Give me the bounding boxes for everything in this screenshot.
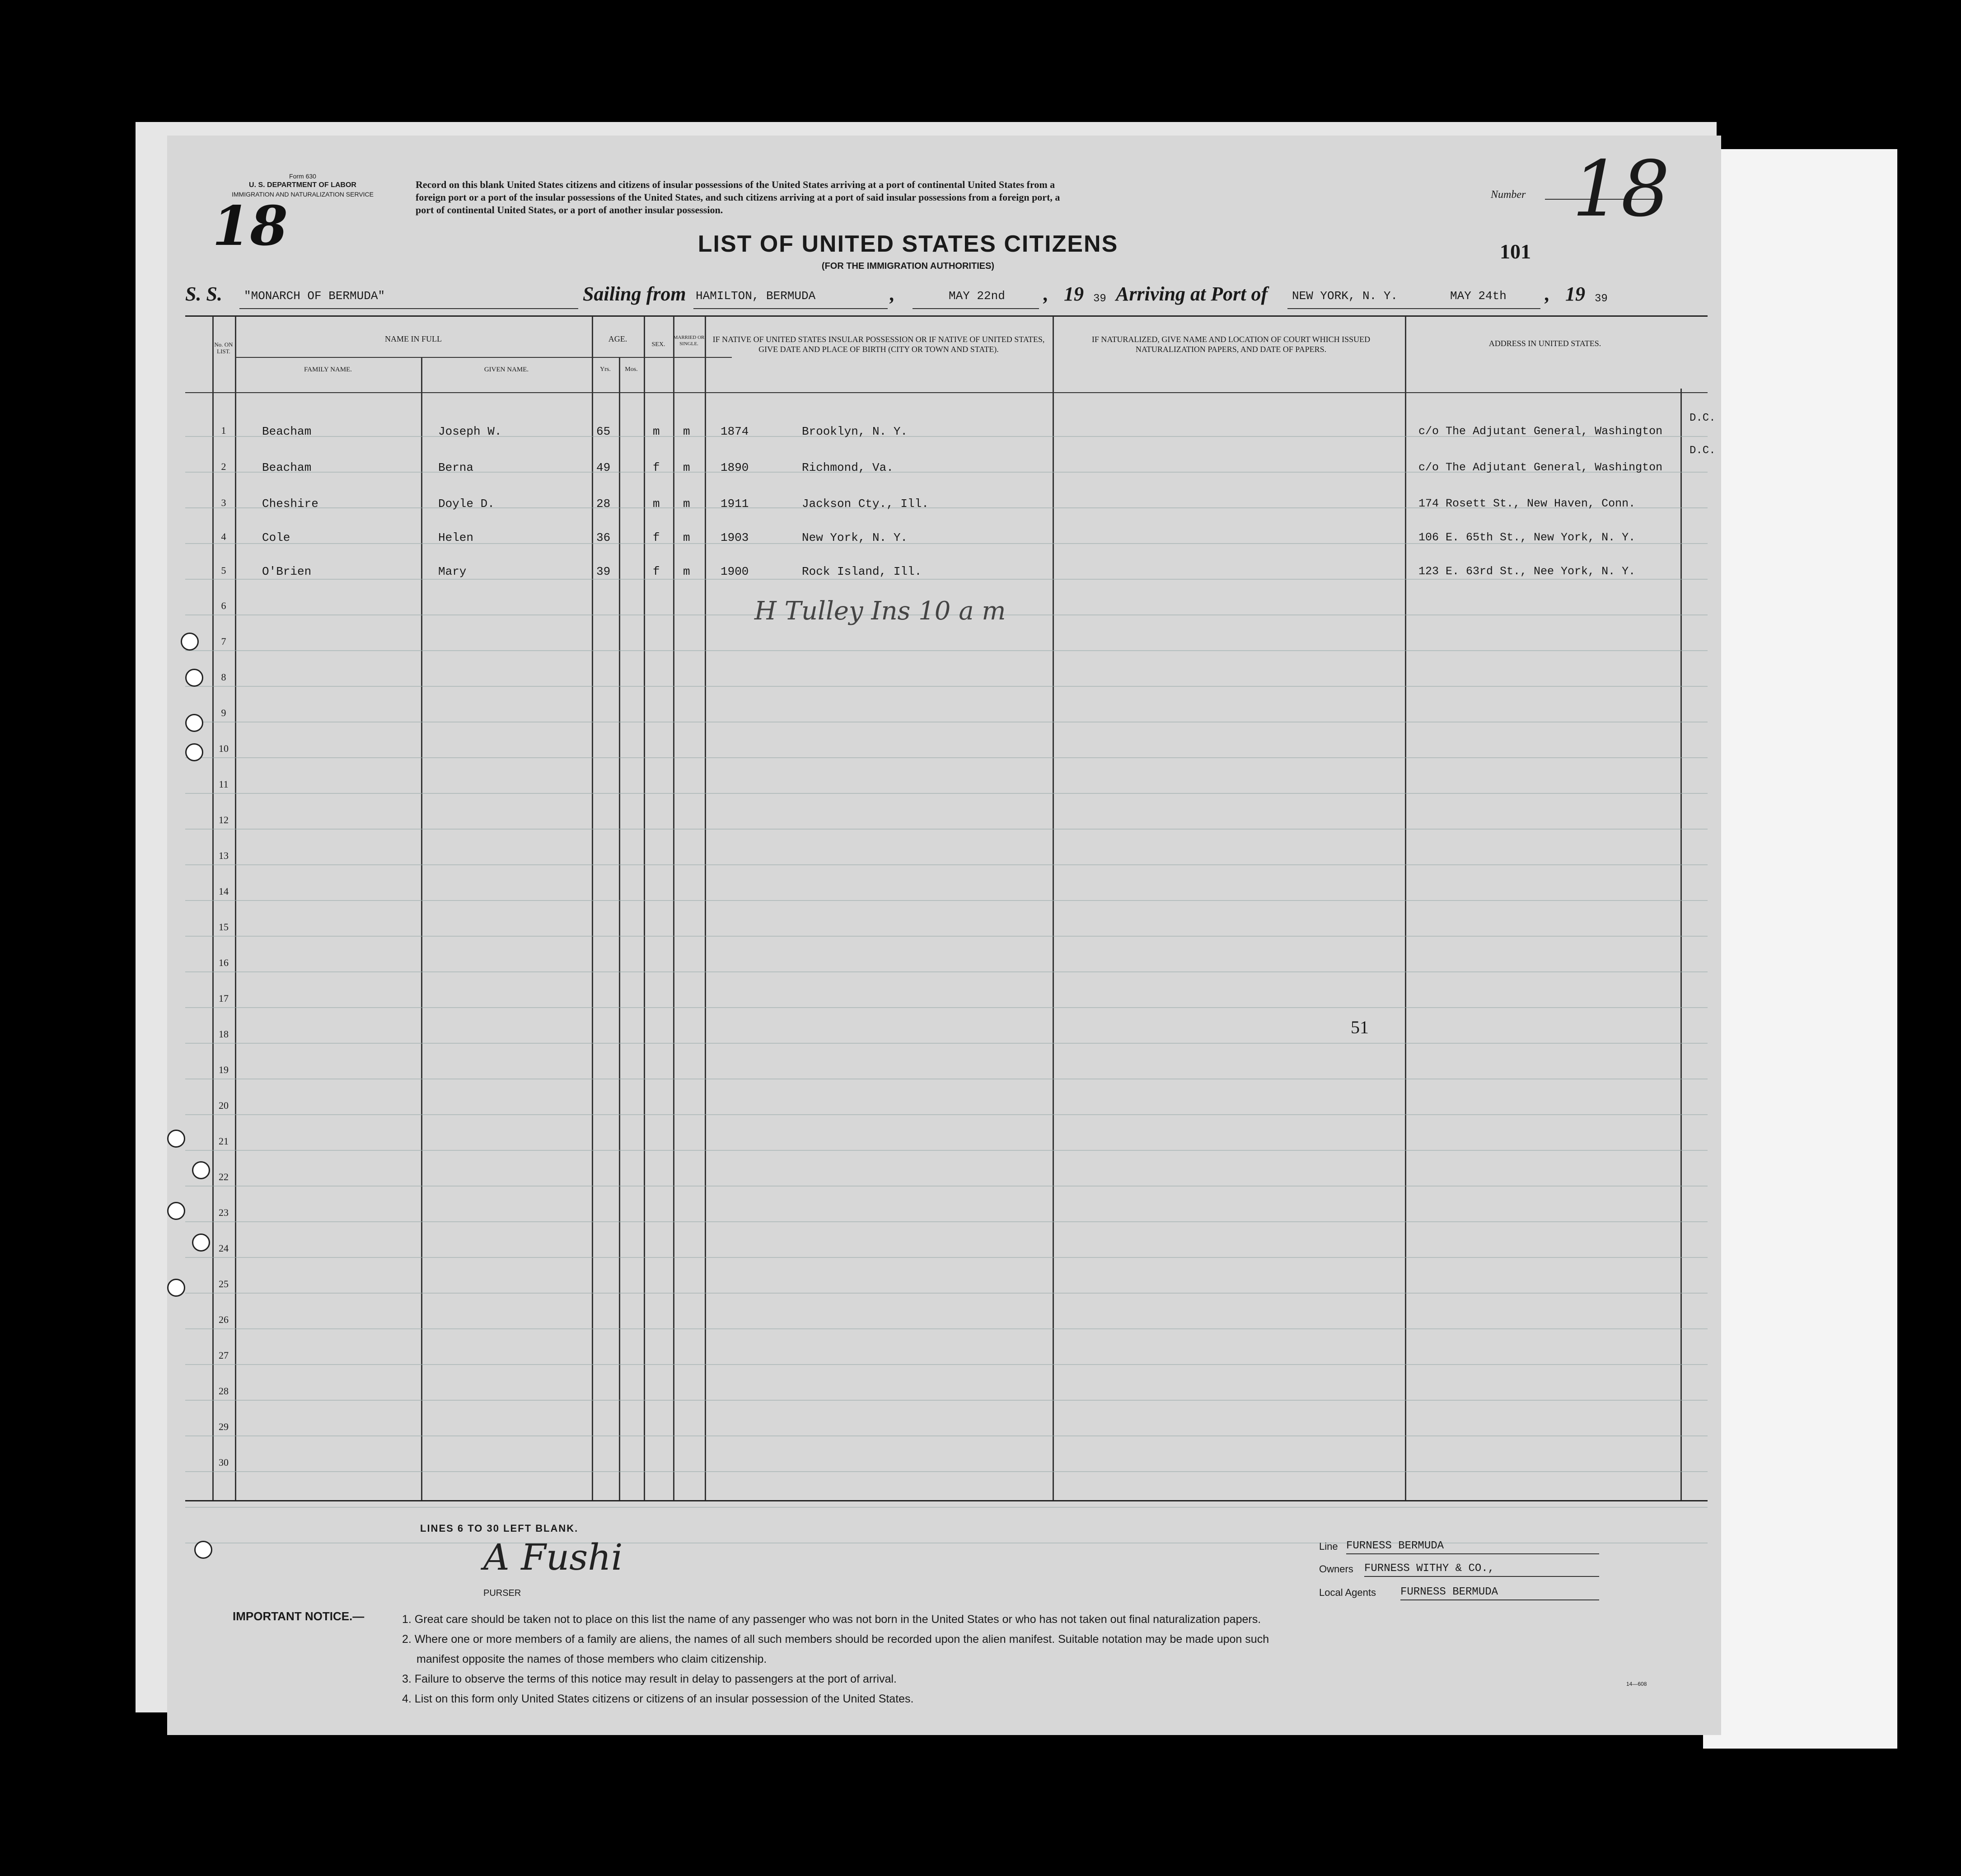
arriving-date: MAY 24th: [1450, 289, 1507, 303]
row-number: 16: [219, 957, 229, 968]
ruled-line: [185, 1328, 1708, 1329]
instruction-line: Record on this blank United States citizens and citizens of insular possessions of the United States arriving at a port of continental United States from a: [416, 179, 1055, 190]
col-divider: [673, 316, 674, 1500]
ruled-line: [185, 650, 1708, 651]
binder-hole: [185, 743, 203, 761]
given-name: Mary: [438, 565, 467, 578]
sex: m: [653, 425, 660, 438]
ruled-line: [185, 1221, 1708, 1222]
ship-name: "MONARCH OF BERMUDA": [244, 289, 385, 303]
binder-hole: [185, 669, 203, 687]
right-sheet-edge: [1703, 149, 1897, 1749]
row-number: 26: [219, 1314, 229, 1325]
ship-underline: [239, 308, 578, 309]
ruled-line: [185, 1257, 1708, 1258]
arriving-year-prefix: 19: [1565, 283, 1585, 305]
ruled-line: [185, 686, 1708, 687]
col-header-married: MARRIED OR SINGLE.: [673, 335, 705, 347]
row-number: 29: [219, 1421, 229, 1432]
agents-label: Local Agents: [1319, 1587, 1376, 1598]
form-title: LIST OF UNITED STATES CITIZENS: [697, 231, 1119, 257]
ss-label: S. S.: [185, 283, 222, 305]
marital-status: m: [683, 425, 690, 438]
line-value: FURNESS BERMUDA: [1346, 1540, 1444, 1552]
ruled-line: [185, 936, 1708, 937]
given-name: Doyle D.: [438, 497, 495, 511]
ruled-line: [185, 793, 1708, 794]
ruled-line: [185, 1150, 1708, 1151]
row-number: 4: [221, 531, 226, 542]
ruled-line: [185, 579, 1708, 580]
ruled-line: [185, 864, 1708, 865]
agents-value: FURNESS BERMUDA: [1400, 1586, 1498, 1598]
family-name: O'Brien: [262, 565, 312, 578]
arriving-port: NEW YORK, N. Y.: [1292, 289, 1398, 303]
family-name: Beacham: [262, 461, 312, 474]
birth-year: 1911: [721, 497, 749, 511]
row-number: 13: [219, 850, 229, 861]
table-bottom-rule: [185, 1500, 1708, 1501]
number-label: Number: [1491, 189, 1526, 201]
row-number: 5: [221, 565, 226, 576]
sex: f: [653, 461, 660, 474]
notice-label: IMPORTANT NOTICE.—: [233, 1609, 365, 1623]
arriving-underline: [1287, 308, 1540, 309]
arriving-label: Arriving at Port of: [1116, 283, 1268, 305]
instruction-line: port of continental United States, or a port of another insular possession.: [416, 204, 723, 216]
family-name: Beacham: [262, 425, 312, 438]
birth-place: New York, N. Y.: [802, 531, 908, 544]
age-years: 39: [596, 565, 611, 578]
age-years: 36: [596, 531, 611, 544]
row-number: 8: [221, 671, 226, 683]
col-header-no: No. ON LIST.: [214, 341, 233, 355]
col-header-mos: Mos.: [625, 366, 638, 373]
form-number: Form 630: [289, 173, 316, 180]
address: 174 Rosett St., New Haven, Conn.: [1418, 497, 1636, 510]
sex: f: [653, 565, 660, 578]
marital-status: m: [683, 565, 690, 578]
given-name: Berna: [438, 461, 474, 474]
department-name: U. S. DEPARTMENT OF LABOR: [249, 181, 356, 189]
sailing-underline: [693, 308, 888, 309]
sex: f: [653, 531, 660, 544]
binder-hole: [192, 1161, 210, 1179]
ruled-line: [185, 900, 1708, 901]
birth-place: Jackson Cty., Ill.: [802, 497, 929, 511]
voyage-line: S. S. "MONARCH OF BERMUDA" Sailing from HAMILTON, BERMUDA , MAY 22nd , 19 39 Arriving at Port of NEW YORK, N. Y. MAY 24th , 19 39: [185, 280, 1694, 312]
form-subtitle: (FOR THE IMMIGRATION AUTHORITIES): [821, 261, 995, 271]
age-years: 49: [596, 461, 611, 474]
col-header-naturalized: IF NATURALIZED, GIVE NAME AND LOCATION OF COURT WHICH ISSUED NATURALIZATION PAPERS, AND DATE OF PAPERS.: [1091, 335, 1371, 354]
sailing-label: Sailing from: [583, 283, 686, 305]
row-number: 28: [219, 1385, 229, 1397]
print-code: 14—608: [1626, 1681, 1647, 1687]
col-header-address: ADDRESS IN UNITED STATES.: [1488, 339, 1601, 348]
binder-hole: [167, 1279, 185, 1297]
col-divider: [705, 316, 706, 1500]
row-number: 14: [219, 886, 229, 897]
address-note: D.C.: [1690, 412, 1716, 424]
ruled-line: [185, 1507, 1708, 1508]
table-top-rule: [185, 315, 1708, 317]
row-number: 3: [221, 497, 226, 508]
number-value: 18: [1572, 145, 1670, 234]
binder-hole: [167, 1202, 185, 1220]
col-divider: [1680, 389, 1682, 1500]
address: c/o The Adjutant General, Washington: [1418, 425, 1663, 438]
col-header-name: NAME IN FULL: [385, 334, 442, 343]
row-number: 21: [219, 1135, 229, 1147]
row-number: 19: [219, 1064, 229, 1075]
family-name: Cole: [262, 531, 290, 544]
address: 123 E. 63rd St., Nee York, N. Y.: [1418, 565, 1636, 578]
ruled-line: [185, 1364, 1708, 1365]
col-divider: [1405, 316, 1406, 1500]
row-number: 18: [219, 1028, 229, 1040]
row-number: 20: [219, 1100, 229, 1111]
age-years: 65: [596, 425, 611, 438]
sailing-year: 39: [1093, 293, 1106, 305]
ruled-line: [185, 757, 1708, 758]
row-number: 23: [219, 1207, 229, 1218]
row-number: 12: [219, 814, 229, 825]
purser-label: PURSER: [483, 1588, 521, 1598]
line-label: Line: [1319, 1541, 1338, 1552]
birth-year: 1900: [721, 565, 749, 578]
col-header-given: GIVEN NAME.: [484, 366, 529, 373]
ruled-line: [185, 1186, 1708, 1187]
notice-item: 4. List on this form only United States citizens or citizens of an insular possession of the United States.: [402, 1693, 914, 1705]
stamp-number: 101: [1500, 240, 1531, 263]
row-number: 27: [219, 1350, 229, 1361]
row-number: 25: [219, 1278, 229, 1290]
owners-value: FURNESS WITHY & CO.,: [1364, 1562, 1495, 1575]
handwritten-note: H Tulley Ins 10 a m: [754, 596, 1006, 626]
col-header-sex: SEX.: [651, 341, 665, 348]
row-number: 1: [221, 425, 226, 436]
ruled-line: [185, 1043, 1708, 1044]
birth-place: Brooklyn, N. Y.: [802, 425, 908, 438]
arriving-year: 39: [1595, 293, 1608, 305]
ruled-line: [185, 1293, 1708, 1294]
row-number: 17: [219, 993, 229, 1004]
agents-underline: [1400, 1599, 1599, 1600]
blank-lines-note: LINES 6 TO 30 LEFT BLANK.: [420, 1523, 579, 1534]
page-number: 51: [1351, 1017, 1369, 1037]
given-name: Joseph W.: [438, 425, 502, 438]
row-number: 9: [221, 707, 226, 718]
form-instructions: [416, 178, 1060, 216]
age-years: 28: [596, 497, 611, 511]
row-number: 2: [221, 461, 226, 472]
ruled-line: [185, 1435, 1708, 1436]
binder-hole: [167, 1130, 185, 1148]
row-number: 15: [219, 921, 229, 933]
sailing-date: MAY 22nd: [949, 289, 1005, 303]
notice-list: [402, 1609, 1269, 1709]
row-number: 10: [219, 743, 229, 754]
header-bottom-rule: [185, 392, 1708, 393]
binder-hole: [192, 1233, 210, 1252]
col-header-birth: IF NATIVE OF UNITED STATES INSULAR POSSESSION OR IF NATIVE OF UNITED STATES, GIVE DATE AND PLACE OF BIRTH (CITY OR TOWN AND STATE).: [712, 335, 1045, 354]
given-name: Helen: [438, 531, 474, 544]
owners-label: Owners: [1319, 1563, 1353, 1575]
birth-year: 1903: [721, 531, 749, 544]
ruled-line: [185, 1007, 1708, 1008]
binder-hole: [185, 714, 203, 732]
marital-status: m: [683, 531, 690, 544]
col-header-age: AGE.: [608, 334, 627, 343]
corner-mark: 18: [212, 194, 288, 258]
line-underline: [1346, 1553, 1599, 1554]
col-divider: [1053, 316, 1054, 1500]
col-header-yrs: Yrs.: [600, 366, 611, 373]
birth-place: Rock Island, Ill.: [802, 565, 922, 578]
address-note: D.C.: [1690, 445, 1716, 457]
col-divider: [644, 316, 645, 1500]
notice-item: manifest opposite the names of those members who claim citizenship.: [417, 1653, 767, 1665]
row-number: 7: [221, 636, 226, 647]
sex: m: [653, 497, 660, 511]
binder-hole: [181, 633, 199, 651]
ruled-line: [185, 1114, 1708, 1115]
purser-signature: A Fushi: [483, 1536, 623, 1578]
row-number: 6: [221, 600, 226, 611]
col-header-family: FAMILY NAME.: [304, 366, 352, 373]
ruled-line: [185, 1471, 1708, 1472]
name-subheader-rule: [235, 357, 732, 358]
ruled-line: [185, 829, 1708, 830]
owners-underline: [1364, 1576, 1599, 1577]
notice-item: 3. Failure to observe the terms of this notice may result in delay to passengers at the port of arrival.: [402, 1673, 897, 1685]
marital-status: m: [683, 461, 690, 474]
notice-item: 2. Where one or more members of a family are aliens, the names of all such members should be recorded upon the alien manifest. Suitable notation may be made upon such: [402, 1633, 1269, 1646]
birth-year: 1874: [721, 425, 749, 438]
row-number: 24: [219, 1243, 229, 1254]
notice-item: 1. Great care should be taken not to place on this list the name of any passenger who was not born in the United States or who has not taken out final naturalization papers.: [402, 1613, 1261, 1626]
manifest-page: [167, 136, 1721, 1735]
service-name: IMMIGRATION AND NATURALIZATION SERVICE: [232, 191, 374, 198]
sailing-from: HAMILTON, BERMUDA: [696, 289, 816, 303]
col-divider: [592, 316, 593, 1500]
row-number: 30: [219, 1457, 229, 1468]
ruled-line: [185, 971, 1708, 972]
sailing-date-underline: [913, 308, 1039, 309]
address: 106 E. 65th St., New York, N. Y.: [1418, 531, 1636, 544]
marital-status: m: [683, 497, 690, 511]
family-name: Cheshire: [262, 497, 318, 511]
col-divider: [235, 316, 236, 1500]
binder-hole: [194, 1541, 212, 1559]
row-number: 22: [219, 1171, 229, 1182]
ruled-line: [185, 1400, 1708, 1401]
birth-place: Richmond, Va.: [802, 461, 894, 474]
birth-year: 1890: [721, 461, 749, 474]
row-number: 11: [219, 779, 229, 790]
address: c/o The Adjutant General, Washington: [1418, 461, 1663, 474]
instruction-line: foreign port or a port of the insular possessions of the United States, and such citizens arriving at a port of said insular possessions from a foreign port, a: [416, 192, 1060, 203]
year-prefix: 19: [1064, 283, 1084, 305]
